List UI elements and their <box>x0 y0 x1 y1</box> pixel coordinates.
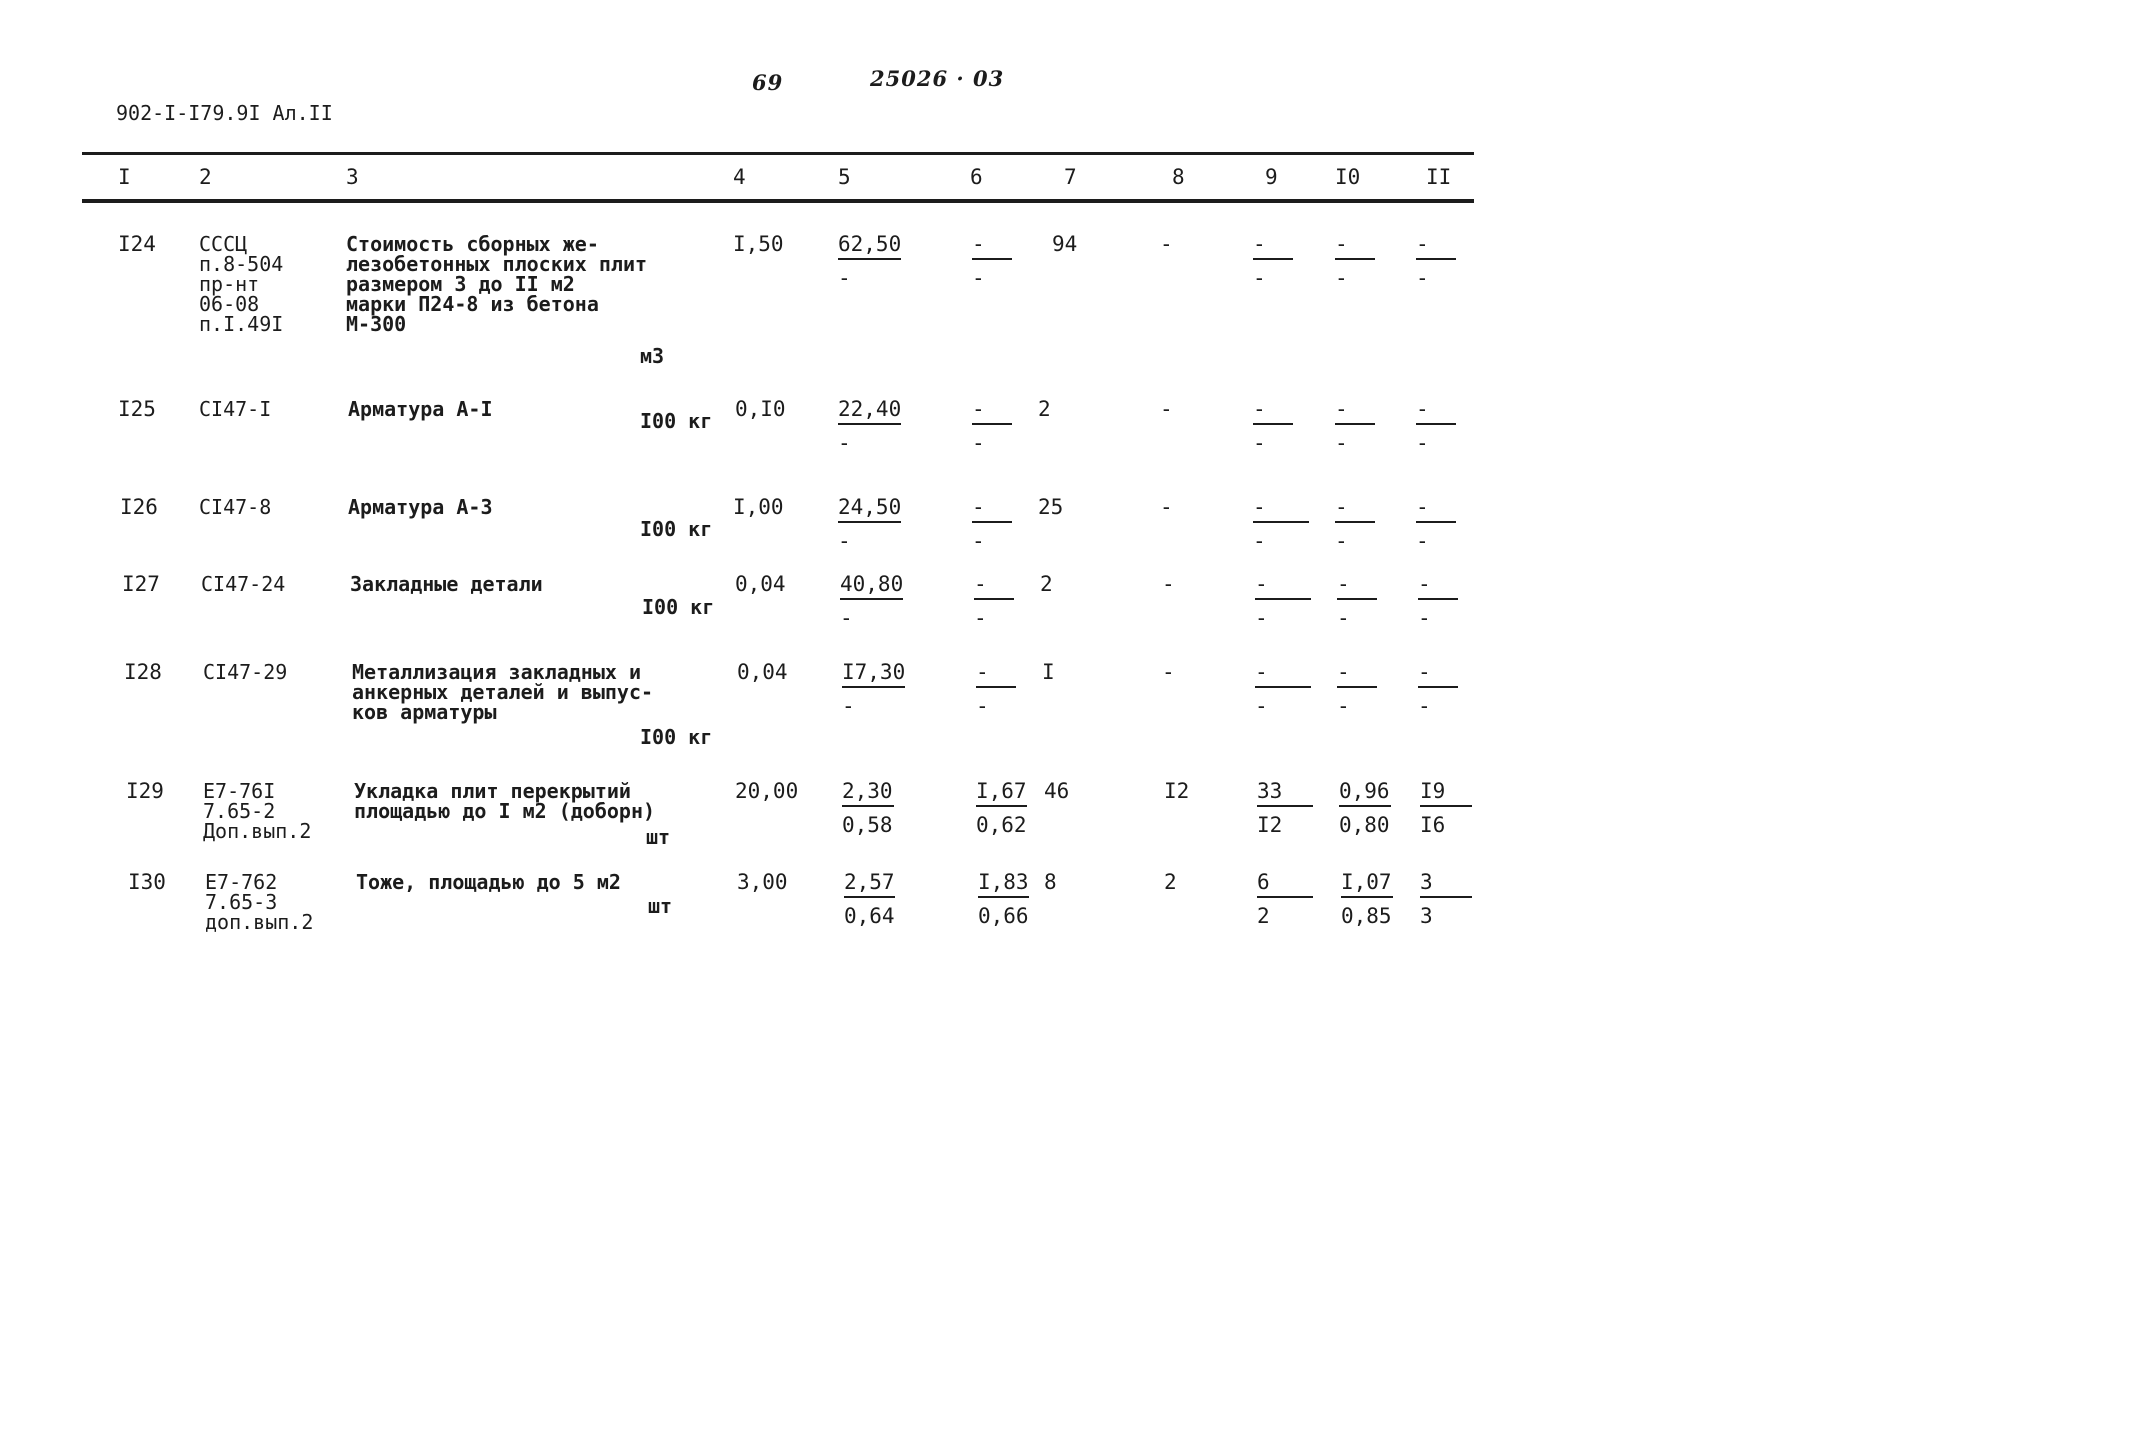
header-col-5: 5 <box>838 165 851 189</box>
unit-cost: 24,50 - <box>838 495 902 553</box>
row-number: I29 <box>126 779 164 803</box>
total-wages: - <box>1160 232 1173 256</box>
table-top-rule <box>82 152 1474 155</box>
table-header-rule <box>82 199 1474 203</box>
norm-code-line: CI47-24 <box>201 572 286 596</box>
total-cost: 2 <box>1040 572 1053 596</box>
wage-cost: $\frac{I,67}{0,62}$ <box>976 779 1027 837</box>
description-line: площадью до I м2 (доборн) <box>354 799 656 823</box>
description-line: Металлизация закладных и <box>352 660 641 684</box>
quantity: 0,I0 <box>735 397 786 421</box>
norm-code <box>199 497 271 517</box>
description-line: Стоимость сборных же- <box>346 232 599 256</box>
norm-code <box>199 399 271 419</box>
norm-code-line: 06-08 <box>199 292 260 316</box>
description-line: М-300 <box>346 312 407 336</box>
unit-of-measure: I00 кг <box>640 725 713 749</box>
col-11-value: $\frac{I9}{I6}$ <box>1420 781 1472 836</box>
work-description <box>354 781 655 821</box>
description-line: анкерных деталей и выпус- <box>352 680 654 704</box>
header-col-6: 6 <box>970 165 983 189</box>
norm-code-line: пр-нт <box>199 272 260 296</box>
row-number: I28 <box>124 660 162 684</box>
norm-code-line: 7.65-3 <box>205 890 278 914</box>
description-line: Укладка плит перекрытий <box>354 779 631 803</box>
wage-cost: - - <box>972 234 1012 289</box>
total-cost: 46 <box>1044 779 1070 803</box>
col-9-value: - - <box>1255 662 1311 717</box>
col-10-value: - - <box>1337 662 1377 717</box>
col-10-value: - - <box>1337 574 1377 629</box>
row-number: I27 <box>122 572 160 596</box>
norm-code-line: СССЦ <box>199 232 248 256</box>
norm-code-line: 7.65-2 <box>203 799 276 823</box>
total-wages: 2 <box>1164 870 1177 894</box>
norm-code-line: п.I.49I <box>199 312 284 336</box>
wage-cost: - - <box>972 497 1012 552</box>
header-col-8: 8 <box>1172 165 1185 189</box>
row-number: I30 <box>128 870 166 894</box>
unit-of-measure: шт <box>646 825 671 849</box>
unit-cost: 62,50 - <box>838 232 902 290</box>
total-wages: - <box>1160 495 1173 519</box>
quantity: 3,00 <box>737 870 788 894</box>
col-11-value: - - <box>1416 497 1456 552</box>
wage-cost: $\frac{I,83}{0,66}$ <box>978 870 1029 928</box>
work-description <box>356 872 621 892</box>
document-designation: 902-I-I79.9I Ал.II <box>116 101 333 125</box>
col-10-value: - - <box>1335 234 1375 289</box>
description-line: Арматура А-3 <box>348 495 493 519</box>
col-10-value: $\frac{I,07}{0,85}$ <box>1341 870 1392 928</box>
norm-code-line: доп.вып.2 <box>205 910 314 934</box>
col-11-value: - - <box>1416 399 1456 454</box>
description-line: размером 3 до II м2 <box>346 272 575 296</box>
total-cost: 25 <box>1038 495 1064 519</box>
norm-code-line: Доп.вып.2 <box>203 819 312 843</box>
description-line: ков арматуры <box>352 700 497 724</box>
norm-code <box>205 872 313 932</box>
header-col-2: 2 <box>199 165 212 189</box>
norm-code-line: CI47-I <box>199 397 272 421</box>
header-col-1: I <box>118 165 131 189</box>
quantity: 20,00 <box>735 779 799 803</box>
col-11-value: - - <box>1418 574 1458 629</box>
unit-of-measure: шт <box>648 894 673 918</box>
wage-cost: - - <box>972 399 1012 454</box>
work-description <box>348 497 493 517</box>
total-cost: I <box>1042 660 1055 684</box>
header-col-11: II <box>1426 165 1452 189</box>
norm-code <box>201 574 285 594</box>
total-wages: - <box>1162 660 1175 684</box>
work-description <box>352 662 653 722</box>
col-9-value: - - <box>1255 574 1311 629</box>
norm-code <box>199 234 283 334</box>
row-number: I24 <box>118 232 156 256</box>
col-11-value: - - <box>1416 234 1456 289</box>
norm-code-line: п.8-504 <box>199 252 284 276</box>
col-9-value: $\frac{6}{2}$ <box>1257 872 1313 927</box>
norm-code-line: Е7-762 <box>205 870 278 894</box>
unit-of-measure: I00 кг <box>640 409 713 433</box>
col-10-value: $\frac{0,96}{0,80}$ <box>1339 779 1390 837</box>
total-wages: - <box>1160 397 1173 421</box>
wage-cost: - - <box>976 662 1016 717</box>
norm-code-line: CI47-8 <box>199 495 272 519</box>
work-description <box>348 399 493 419</box>
total-cost: 2 <box>1038 397 1051 421</box>
unit-cost: $\frac{2,57}{0,64}$ <box>844 870 895 928</box>
col-10-value: - - <box>1335 497 1375 552</box>
work-description <box>350 574 543 594</box>
norm-code <box>203 662 287 682</box>
unit-cost: 22,40 - <box>838 397 902 455</box>
total-cost: 8 <box>1044 870 1057 894</box>
col-9-value: - - <box>1253 497 1309 552</box>
total-cost: 94 <box>1052 232 1078 256</box>
header-col-7: 7 <box>1064 165 1077 189</box>
description-line: лезобетонных плоских плит <box>346 252 648 276</box>
description-line: Арматура А-I <box>348 397 493 421</box>
handwritten-document-code: 25026 · 03 <box>870 66 1005 91</box>
norm-code <box>203 781 311 841</box>
unit-of-measure: I00 кг <box>640 517 713 541</box>
col-9-value: $\frac{33}{I2}$ <box>1257 781 1313 836</box>
total-wages: I2 <box>1164 779 1190 803</box>
quantity: 0,04 <box>737 660 788 684</box>
unit-of-measure: м3 <box>640 344 665 368</box>
quantity: 0,04 <box>735 572 786 596</box>
col-9-value: - - <box>1253 234 1293 289</box>
page-number: 69 <box>752 70 784 95</box>
col-9-value: - - <box>1253 399 1293 454</box>
col-10-value: - - <box>1335 399 1375 454</box>
row-number: I25 <box>118 397 156 421</box>
unit-of-measure: I00 кг <box>642 595 715 619</box>
quantity: I,00 <box>733 495 784 519</box>
quantity: I,50 <box>733 232 784 256</box>
description-line: марки П24-8 из бетона <box>346 292 599 316</box>
total-wages: - <box>1162 572 1175 596</box>
description-line: Закладные детали <box>350 572 543 596</box>
header-col-10: I0 <box>1335 165 1361 189</box>
norm-code-line: Е7-76I <box>203 779 276 803</box>
header-col-9: 9 <box>1265 165 1278 189</box>
col-11-value: - - <box>1418 662 1458 717</box>
unit-cost: I7,30 - <box>842 660 906 718</box>
col-11-value: $\frac{3}{3}$ <box>1420 872 1472 927</box>
unit-cost: $\frac{2,30}{0,58}$ <box>842 779 893 837</box>
norm-code-line: CI47-29 <box>203 660 288 684</box>
unit-cost: 40,80 - <box>840 572 904 630</box>
wage-cost: - - <box>974 574 1014 629</box>
description-line: Тоже, площадью до 5 м2 <box>356 870 621 894</box>
header-col-4: 4 <box>733 165 746 189</box>
row-number: I26 <box>120 495 158 519</box>
work-description <box>346 234 647 334</box>
header-col-3: 3 <box>346 165 359 189</box>
